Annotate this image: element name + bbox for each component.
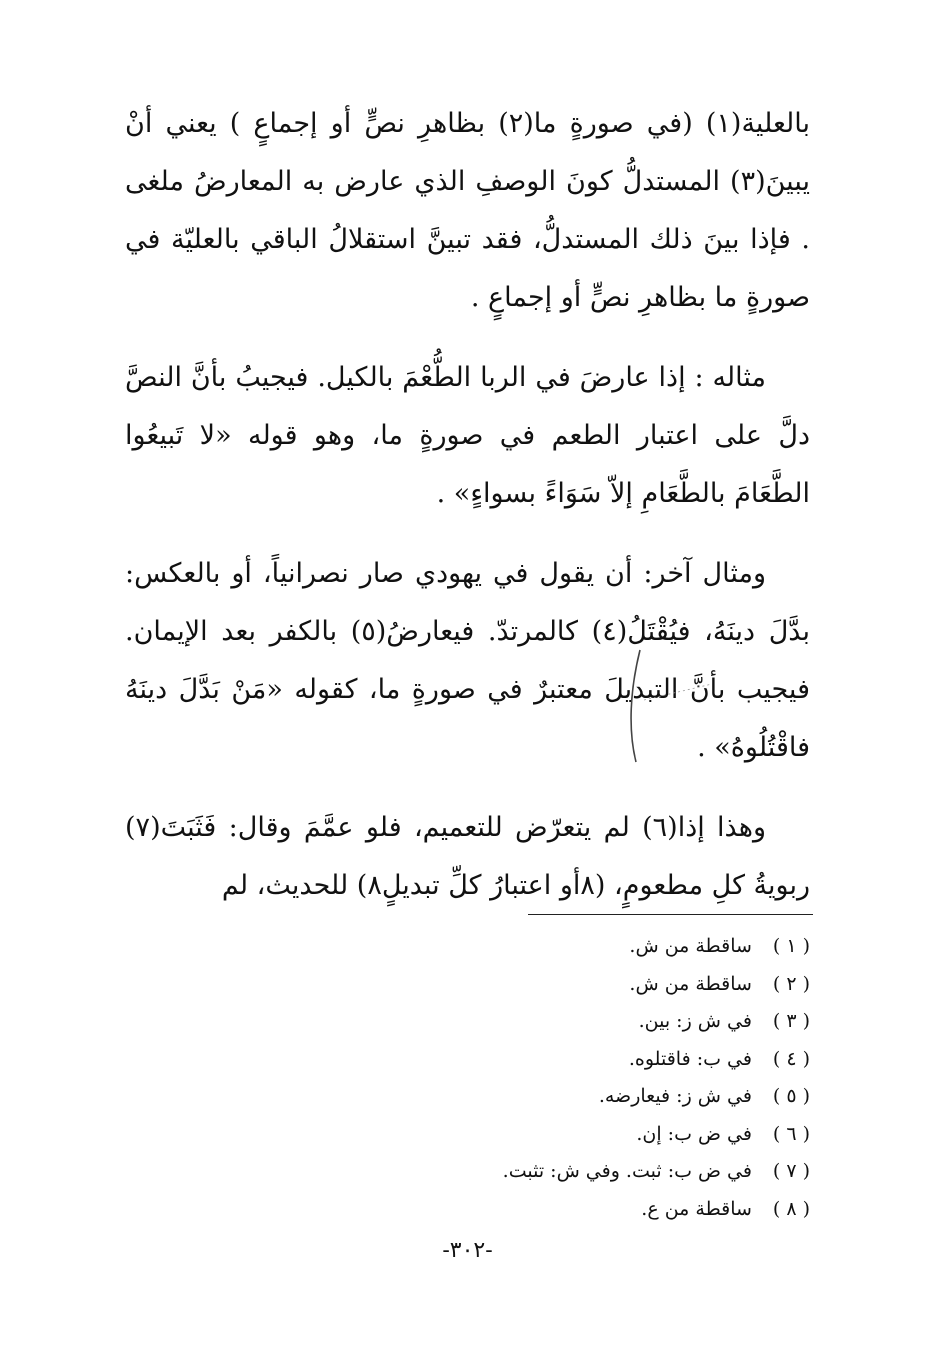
paragraph-2: مثاله : إذا عارضَ في الربا الطُّعْمَ بالكيل. فيجيبُ بأنَّ النصَّ دلَّ على اعتبار الطعم في صورةٍ ما، وهو قوله «لا تَبيعُوا الطَّعَامَ بالطَّعَامِ إلاّ سَوَاءً بسواءٍ» .: [125, 362, 810, 509]
footnote-item: [310, 1116, 810, 1154]
footnote-number: ( ٥ ): [772, 1085, 810, 1107]
paragraph-1: بالعلية(١) (في صورةٍ ما(٢) بظاهرِ نصٍّ أو إجماعٍ ) يعني أنْ يبينَ(٣) المستدلُّ كونَ الوصفِ الذي عارض به المعارضُ ملغى . فإذا بينَ ذلك المستدلُّ، فقد تبينَّ استقلالُ الباقي بالعليّة في صورةٍ ما بظاهرِ نصٍّ أو إجماعٍ .: [125, 108, 810, 313]
footnote-item: [310, 966, 810, 1004]
footnotes-list: [310, 928, 810, 1228]
footnote-number: ( ٦ ): [772, 1122, 810, 1145]
footnote-item: [310, 1191, 810, 1229]
footnote-text: في ض ب: إن.: [636, 1122, 752, 1145]
handwritten-margin-mark: [600, 640, 720, 770]
footnote-text: ساقطة من ش.: [629, 972, 752, 995]
footnote-item: [310, 1078, 810, 1116]
footnote-number: ( ٤ ): [772, 1047, 810, 1070]
paragraph-4: وهذا إذا(٦) لم يتعرّض للتعميم، فلو عمَّمَ وقال: فَثَبَتَ(٧) ربويةُ كلِ مطعومٍ، (٨أو اعتبارُ كلِّ تبديلٍ٨) للحديث، لم: [125, 812, 810, 901]
footnote-item: [310, 1003, 810, 1041]
footnote-number: ( ٨ ): [772, 1197, 810, 1220]
paragraph-3: ومثال آخر: أن يقول في يهودي صار نصرانياً، أو بالعكس: بدَّلَ دينَهُ، فيُقْتَلُ(٤) كالمرتدّ. فيعارضُ(٥) بالكفر بعد الإيمان. فيجيب بأنَّ التبديلَ معتبرٌ في صورةٍ ما، كقوله «مَنْ بَدَّلَ دينَهُ فاقْتُلُوهُ» .: [125, 558, 810, 763]
footnote-item: [310, 928, 810, 966]
footnote-number: ( ٧ ): [772, 1160, 810, 1182]
footnote-text: ساقطة من ش.: [629, 935, 752, 957]
footnote-text: ساقطة من ع.: [641, 1197, 752, 1220]
footnote-number: ( ١ ): [772, 935, 810, 957]
footnote-text: في ش ز: فيعارضه.: [598, 1085, 752, 1107]
footnote-text: في ب: فاقتلوه.: [628, 1047, 752, 1070]
footnote-item: [310, 1153, 810, 1191]
footnote-divider: [528, 914, 813, 915]
main-text: [125, 95, 810, 937]
footnote-number: ( ٢ ): [772, 972, 810, 995]
footnote-text: في ض ب: ثبت. وفي ش: تثبت.: [502, 1160, 752, 1182]
footnote-text: في ش ز: بين.: [638, 1010, 752, 1032]
footnote-item: [310, 1041, 810, 1079]
footnote-number: ( ٣ ): [772, 1010, 810, 1032]
page-number: -٣٠٢-: [442, 1238, 493, 1263]
